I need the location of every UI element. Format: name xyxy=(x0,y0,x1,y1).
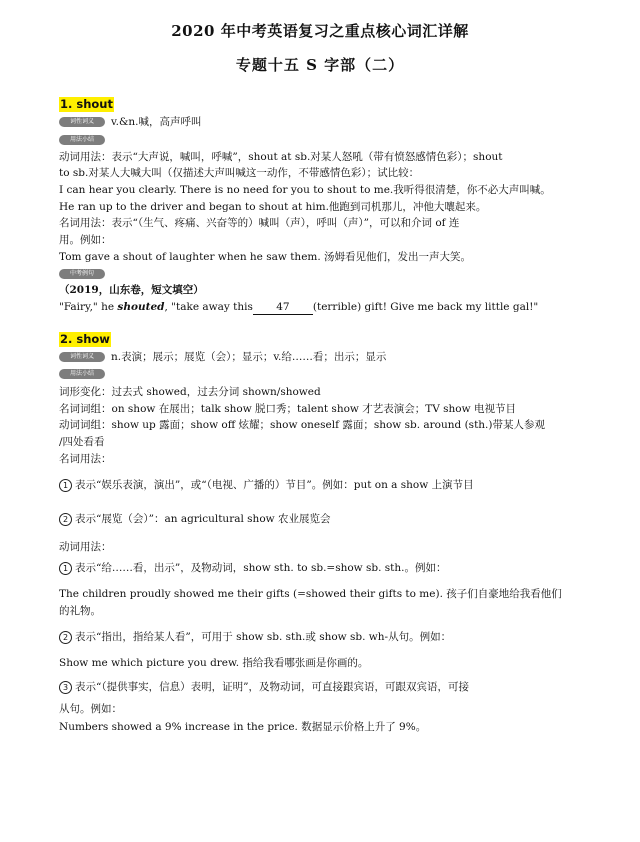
show-meaning: n.表演；展示；展览（会）；显示；v.给……看；出示；显示 xyxy=(111,351,387,363)
circle-number-2: 2 xyxy=(59,513,72,526)
circle-number-2: 2 xyxy=(59,631,72,644)
shout-exam-sentence xyxy=(59,300,619,315)
shout-line-5: 名词用法：表示“（生气、疼痛、兴奋等的）喊叫（声），呼叫（声）”，可以和介词 of 连 xyxy=(59,217,460,229)
entry-heading-shout: 1. shout xyxy=(60,97,113,111)
show-noun-usage-2 xyxy=(59,512,619,526)
tag-exam-shout: 中考例句 xyxy=(59,269,105,279)
exam-emphasis: shouted xyxy=(117,301,165,313)
show-v3-example: Numbers showed a 9% increase in the price. 数据显示价格上升了 9%。 xyxy=(59,721,427,733)
show-verb-usage-3 xyxy=(59,680,619,694)
shout-line-4: He ran up to the driver and began to shout at him.他跑到司机那儿，冲他大嚷起来。 xyxy=(59,201,487,213)
document-subtitle: 专题十五 S 字部（二） xyxy=(235,56,405,74)
shout-meaning: v.&n.喊，高声呼叫 xyxy=(111,116,202,128)
show-v1-example-2: 的礼物。 xyxy=(59,605,101,617)
shout-line-2: to sb.对某人大喊大叫（仅描述大声叫喊这一动作，不带感情色彩）；试比较： xyxy=(59,167,420,179)
shout-line-3: I can hear you clearly. There is no need for you to shout to me.我听得很清楚，你不必大声叫喊。 xyxy=(59,184,551,196)
tag-meaning-shout: 词性词义 xyxy=(59,117,105,127)
tag-meaning-show: 词性词义 xyxy=(59,352,105,362)
tag-usage-show: 用法小结 xyxy=(59,369,105,379)
exam-blank: 47 xyxy=(253,300,313,315)
entry-heading-show: 2. show xyxy=(60,332,110,346)
show-v2-text: 表示“指出，指给某人看”，可用于 show sb. sth.或 show sb. wh-从句。例如： xyxy=(75,631,452,643)
show-v3-text-2: 从句。例如： xyxy=(59,703,122,715)
document-title: 2020 年中考英语复习之重点核心词汇详解 xyxy=(171,22,469,40)
tag-usage-shout: 用法小结 xyxy=(59,135,105,145)
show-v2-example: Show me which picture you drew. 指给我看哪张画是你画的。 xyxy=(59,657,369,669)
shout-line-1: 动词用法：表示“大声说，喊叫，呼喊”，shout at sb.对某人怒吼（带有愤怒感情色彩）；shout xyxy=(59,151,503,163)
circle-number-3: 3 xyxy=(59,681,72,694)
show-verb-phrases-1: 动词词组：show up 露面；show off 炫耀；show oneself 露面；show sb. around (sth.)带某人参观 xyxy=(59,419,545,431)
show-v1-example-1: The children proudly showed me their gifts (=showed their gifts to me). 孩子们自豪地给我看他们 xyxy=(59,588,562,600)
shout-line-7: Tom gave a shout of laughter when he saw them. 汤姆看见他们，发出一声大笑。 xyxy=(59,251,472,263)
shout-exam-source: （2019，山东卷，短文填空） xyxy=(59,284,204,296)
circle-number-1: 1 xyxy=(59,479,72,492)
show-v1-text: 表示“给……看，出示”，及物动词，show sth. to sb.=show sb. sth.。例如： xyxy=(75,562,447,574)
show-noun-usage-1 xyxy=(59,478,619,492)
show-v3-text-1: 表示“（提供事实，信息）表明，证明”，及物动词，可直接跟宾语，可跟双宾语，可接 xyxy=(75,681,469,693)
show-verb-usage-1 xyxy=(59,561,619,575)
show-noun-phrases: 名词词组：on show 在展出；talk show 脱口秀；talent show 才艺表演会；TV show 电视节目 xyxy=(59,403,516,415)
show-noun-usage-label: 名词用法： xyxy=(59,453,112,465)
show-verb-phrases-2: /四处看看 xyxy=(59,436,105,448)
show-n2-text: 表示“展览（会）”：an agricultural show 农业展览会 xyxy=(75,513,331,525)
exam-text-pre: "Fairy," he xyxy=(59,301,118,313)
exam-text-post: (terrible) gift! Give me back my little gal!" xyxy=(312,301,539,313)
show-forms: 词形变化：过去式 showed，过去分词 shown/showed xyxy=(59,386,321,398)
circle-number-1: 1 xyxy=(59,562,72,575)
shout-line-6: 用。例如： xyxy=(59,234,112,246)
exam-text-mid: , "take away this xyxy=(164,301,253,313)
show-verb-usage-label: 动词用法： xyxy=(59,541,112,553)
show-n1-text: 表示“娱乐表演，演出”，或“（电视、广播的）节目”。例如：put on a show 上演节目 xyxy=(75,479,474,491)
show-verb-usage-2 xyxy=(59,630,619,644)
